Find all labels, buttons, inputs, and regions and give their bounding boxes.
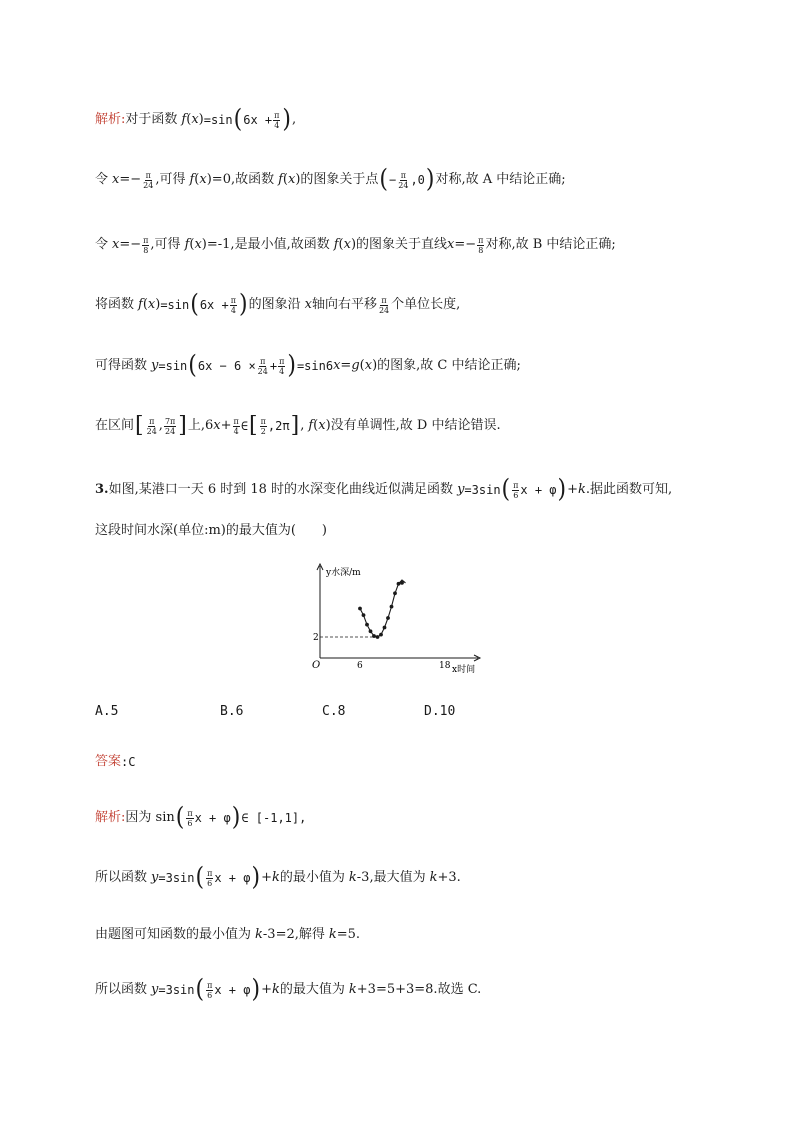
question-3-line-1 <box>95 475 673 504</box>
data-point <box>393 591 397 595</box>
solution-line-3 <box>95 925 360 945</box>
k-symbol: k <box>348 870 357 885</box>
text: 因为 sin <box>125 810 175 825</box>
text: 对称,故 B 中结论正确; <box>485 237 616 252</box>
fraction-pi-4 <box>230 296 237 315</box>
sin-text: =3sin <box>464 483 501 497</box>
fraction-pi-6 <box>512 481 519 500</box>
fraction-pi-4 <box>273 111 280 130</box>
depth-curve <box>360 580 406 637</box>
text: 个单位长度, <box>391 297 461 312</box>
text: 令 <box>95 172 109 187</box>
numerator: π <box>381 295 387 305</box>
data-point <box>386 616 390 620</box>
numerator: π <box>400 170 406 180</box>
marks <box>358 580 405 639</box>
f-symbol: f <box>138 297 143 312</box>
numerator: 7π <box>164 416 176 426</box>
analysis-line-5: 可得函数 y =sin ( 6x − 6 × $\frac{\pi}{24}$ + $\frac{\pi}{4}$ ) =sin6 x = g ( x ) 的图象,故 C 中结论正确; <box>95 351 521 380</box>
x-symbol: x <box>112 237 120 252</box>
left-bracket: [ <box>249 413 258 438</box>
x-symbol: x <box>287 172 296 187</box>
numerator: π <box>207 868 213 878</box>
answer-value: :C <box>121 755 136 769</box>
text: -3=2,解得 <box>262 927 325 942</box>
comma: , <box>158 418 163 433</box>
numerator: π <box>260 416 266 426</box>
data-point <box>358 607 362 611</box>
fraction-pi-24 <box>146 417 158 436</box>
k-symbol: k <box>429 870 438 885</box>
x-symbol: x <box>343 237 351 252</box>
left-paren: ( <box>195 975 205 1004</box>
text: 由题图可知函数的最小值为 <box>95 927 252 942</box>
x-axis-label: x时间 <box>452 665 476 675</box>
k-symbol: k <box>271 982 280 997</box>
fraction-pi-4 <box>278 357 285 376</box>
expr: 6x − 6 × <box>197 359 256 373</box>
origin-label: O <box>312 660 321 671</box>
data-point <box>365 623 369 627</box>
end: , <box>292 112 297 127</box>
text: 所以函数 <box>95 982 148 997</box>
analysis-line-1: 解析 : 对于函数 f ( x ) =sin ( 6x + $\frac{\pi}{4}$ ) , <box>95 105 297 134</box>
text: 的最小值为 <box>279 870 345 885</box>
text: 可得函数 <box>95 358 148 373</box>
sin-text: =3sin <box>158 871 195 885</box>
right-paren: ) <box>231 803 241 832</box>
text: 轴向右平移 <box>311 297 377 312</box>
f-symbol: f <box>184 237 190 252</box>
data-point <box>369 629 373 633</box>
denominator: 24 <box>143 180 154 190</box>
numerator: π <box>478 235 484 245</box>
left-paren: ( <box>195 863 205 892</box>
x-tick-6: 6 <box>357 661 363 671</box>
data-point <box>400 581 404 585</box>
y-axis-label: y水深/m <box>326 568 361 578</box>
numerator: π <box>187 808 193 818</box>
question-text: .据此函数可知, <box>585 482 673 497</box>
eq: =− <box>454 237 477 252</box>
plus: + <box>220 418 232 433</box>
denominator: 6 <box>207 990 213 1000</box>
x-symbol: x <box>333 358 341 373</box>
question-number: 3. <box>95 482 109 497</box>
solution-line-4 <box>95 975 482 1004</box>
left-paren: ( <box>188 351 197 380</box>
numerator: π <box>233 416 239 426</box>
numerator: π <box>149 416 155 426</box>
k-symbol: k <box>348 982 357 997</box>
data-point <box>362 613 366 617</box>
f-symbol: f <box>189 172 195 187</box>
text: +3=5+3=8.故选 C. <box>356 982 482 997</box>
denominator: 24 <box>146 426 157 436</box>
denominator: 6 <box>187 818 193 828</box>
colon: : <box>121 810 126 825</box>
x-symbol: x <box>147 297 156 312</box>
two-pi: ,2π <box>267 419 290 433</box>
plus: + <box>567 482 579 497</box>
text: 的图象沿 <box>248 297 301 312</box>
text: 的图象,故 C 中结论正确; <box>377 358 521 373</box>
x-symbol: x <box>191 112 199 127</box>
data-point <box>379 633 383 637</box>
denominator: 2 <box>260 426 266 436</box>
comma: , <box>300 418 305 433</box>
fraction-pi-2 <box>260 417 267 436</box>
x-symbol: x <box>447 237 455 252</box>
right-paren: ) <box>239 290 248 319</box>
analysis-label: 解析 <box>95 810 122 825</box>
text: -3,最大值为 <box>356 870 426 885</box>
fraction-pi-24 <box>397 171 409 190</box>
denominator: 4 <box>230 305 236 315</box>
denominator: 6 <box>207 878 213 888</box>
numerator: π <box>207 980 213 990</box>
x-symbol: x <box>112 172 120 187</box>
analysis-label: 解析 <box>95 112 122 127</box>
text: 在区间 <box>95 418 135 433</box>
text: 上,6 <box>187 418 214 433</box>
analysis-line-2: 令 x =− $\frac{\pi}{24}$ ,可得 f ( x ) =0,故函数 f ( x ) 的图象关于点 ( − $\frac{\pi}{24}$ ,0 ) 对称,故 A 中结论正确; <box>95 165 566 194</box>
right-paren: ) <box>251 863 261 892</box>
k-symbol: k <box>271 870 280 885</box>
sin-text: =sin <box>160 298 190 312</box>
expr: 6x + <box>243 113 273 127</box>
sin-text: =3sin <box>158 983 195 997</box>
x-symbol: x <box>318 418 326 433</box>
fraction-pi-6 <box>206 869 213 888</box>
left-paren: ( <box>501 475 511 504</box>
numerator: π <box>260 356 266 366</box>
left-paren: ( <box>175 803 185 832</box>
axes <box>317 564 480 661</box>
x-symbol: x <box>364 358 373 373</box>
left-paren: ( <box>233 105 243 134</box>
right-paren: ) <box>251 975 261 1004</box>
right-paren: ) <box>425 165 435 194</box>
y-symbol: y <box>457 482 465 497</box>
sin-text: =sin6 <box>296 359 334 373</box>
denominator: 24 <box>165 426 176 436</box>
right-paren: ) <box>287 351 296 380</box>
expr: x + φ <box>520 483 557 497</box>
question-text: 这段时间水深(单位:m)的最大值为( ) <box>95 523 327 538</box>
text: ,可得 <box>150 237 181 252</box>
denominator: 4 <box>233 426 239 436</box>
fraction-pi-24 <box>142 171 154 190</box>
denominator: 4 <box>274 120 280 130</box>
k-symbol: k <box>578 482 586 497</box>
solution-line-1 <box>95 803 307 832</box>
right-paren: ) <box>557 475 567 504</box>
sin-text: =sin <box>158 359 188 373</box>
numerator: π <box>145 170 151 180</box>
fraction-7pi-24 <box>164 417 176 436</box>
text: =0,故函数 <box>211 172 275 187</box>
text: 的图象关于直线 <box>356 237 448 252</box>
coord: ,0 <box>410 173 425 187</box>
text: =-1,是最小值,故函数 <box>206 237 330 252</box>
eq: =− <box>119 237 142 252</box>
text: =5. <box>336 927 361 942</box>
data-point <box>390 605 394 609</box>
expr: 6x + <box>199 298 229 312</box>
text: 的图象关于点 <box>300 172 379 187</box>
x-symbol: x <box>194 237 202 252</box>
f-symbol: f <box>333 237 339 252</box>
denominator: 24 <box>257 366 268 376</box>
option-c[interactable]: C.8 <box>322 704 346 719</box>
right-bracket: ] <box>178 413 187 438</box>
numerator: π <box>279 356 285 366</box>
text: +3. <box>437 870 461 885</box>
option-d[interactable]: D.10 <box>424 704 456 719</box>
colon: : <box>121 112 126 127</box>
right-bracket: ] <box>290 413 300 438</box>
fraction-pi-6 <box>206 981 213 1000</box>
option-a[interactable]: A.5 <box>95 704 119 719</box>
plus: + <box>261 870 272 885</box>
denominator: 6 <box>513 490 519 500</box>
x-tick-18: 18 <box>439 661 451 671</box>
x-symbol: x <box>199 172 207 187</box>
y-symbol: y <box>151 982 159 997</box>
g-symbol: g <box>351 358 360 373</box>
y-symbol: y <box>151 358 159 373</box>
text: 对于函数 <box>125 112 178 127</box>
text: 所以函数 <box>95 870 148 885</box>
denominator: 8 <box>478 245 484 255</box>
answer-line <box>95 752 135 772</box>
y-tick-2: 2 <box>313 633 319 643</box>
f-symbol: f <box>181 112 187 127</box>
analysis-line-6: 在区间 [ $\frac{\pi}{24}$ , $\frac{7\pi}{24}$ ] 上,6 x + $\frac{\pi}{4}$ ∈ [ $\frac{\pi}{2}$ ,2π ] , f ( x ) 没有单调性,故 D 中结论错误. <box>95 413 501 438</box>
data-point <box>376 635 380 639</box>
fraction-pi-24 <box>257 357 269 376</box>
answer-label: 答案 <box>95 754 122 769</box>
expr: x + φ <box>194 811 231 825</box>
text: ,可得 <box>155 172 186 187</box>
y-symbol: y <box>151 870 159 885</box>
solution-line-2 <box>95 863 461 892</box>
x-symbol: x <box>213 418 221 433</box>
f-symbol: f <box>308 418 314 433</box>
fraction-pi-24 <box>378 296 390 315</box>
sin-text: =sin <box>203 113 233 127</box>
text: 没有单调性,故 D 中结论错误. <box>330 418 501 433</box>
left-bracket: [ <box>135 413 144 438</box>
question-3-line-2 <box>95 521 327 541</box>
analysis-line-3: 令 x =− $\frac{\pi}{8}$ ,可得 f ( x ) =-1,是最小值,故函数 f ( x ) 的图象关于直线 x =− $\frac{\pi}{8}$ 对称,故 B 中结论正确; <box>95 235 616 255</box>
x-symbol: x <box>304 297 312 312</box>
numerator: π <box>274 110 280 120</box>
numerator: π <box>513 480 519 490</box>
eq: = <box>340 358 352 373</box>
data-point <box>397 582 401 586</box>
right-paren: ) <box>282 105 291 134</box>
element-of: ∈ <box>240 419 249 433</box>
fraction-pi-8 <box>142 236 149 255</box>
denominator: 24 <box>398 180 409 190</box>
plus: + <box>261 982 272 997</box>
text: 将函数 <box>95 297 135 312</box>
fraction-pi-4 <box>233 417 240 436</box>
eq: =− <box>119 172 142 187</box>
text: 对称,故 A 中结论正确; <box>435 172 566 187</box>
water-depth-chart <box>300 560 490 680</box>
expr: x + φ <box>214 871 251 885</box>
fraction-pi-8 <box>477 236 484 255</box>
option-b[interactable]: B.6 <box>220 704 244 719</box>
plus: + <box>269 359 278 373</box>
denominator: 24 <box>378 305 390 315</box>
k-symbol: k <box>255 927 263 942</box>
text: 的最大值为 <box>279 982 345 997</box>
denominator: 8 <box>143 245 149 255</box>
numerator: π <box>143 235 149 245</box>
data-point <box>372 634 376 638</box>
expr: x + φ <box>214 983 251 997</box>
interval: ∈ [-1,1], <box>241 811 307 825</box>
text: 令 <box>95 237 109 252</box>
denominator: 4 <box>279 366 285 376</box>
neg: − <box>389 173 397 187</box>
data-point <box>383 626 387 630</box>
k-symbol: k <box>328 927 337 942</box>
question-text: 如图,某港口一天 6 时到 18 时的水深变化曲线近似满足函数 <box>108 482 454 497</box>
numerator: π <box>230 295 236 305</box>
left-paren: ( <box>379 165 389 194</box>
f-symbol: f <box>278 172 283 187</box>
left-paren: ( <box>190 290 199 319</box>
analysis-line-4: 将函数 f ( x ) =sin ( 6x + $\frac{\pi}{4}$ ) 的图象沿 x 轴向右平移 $\frac{\pi}{24}$ 个单位长度, <box>95 290 461 319</box>
fraction-pi-6 <box>186 809 193 828</box>
